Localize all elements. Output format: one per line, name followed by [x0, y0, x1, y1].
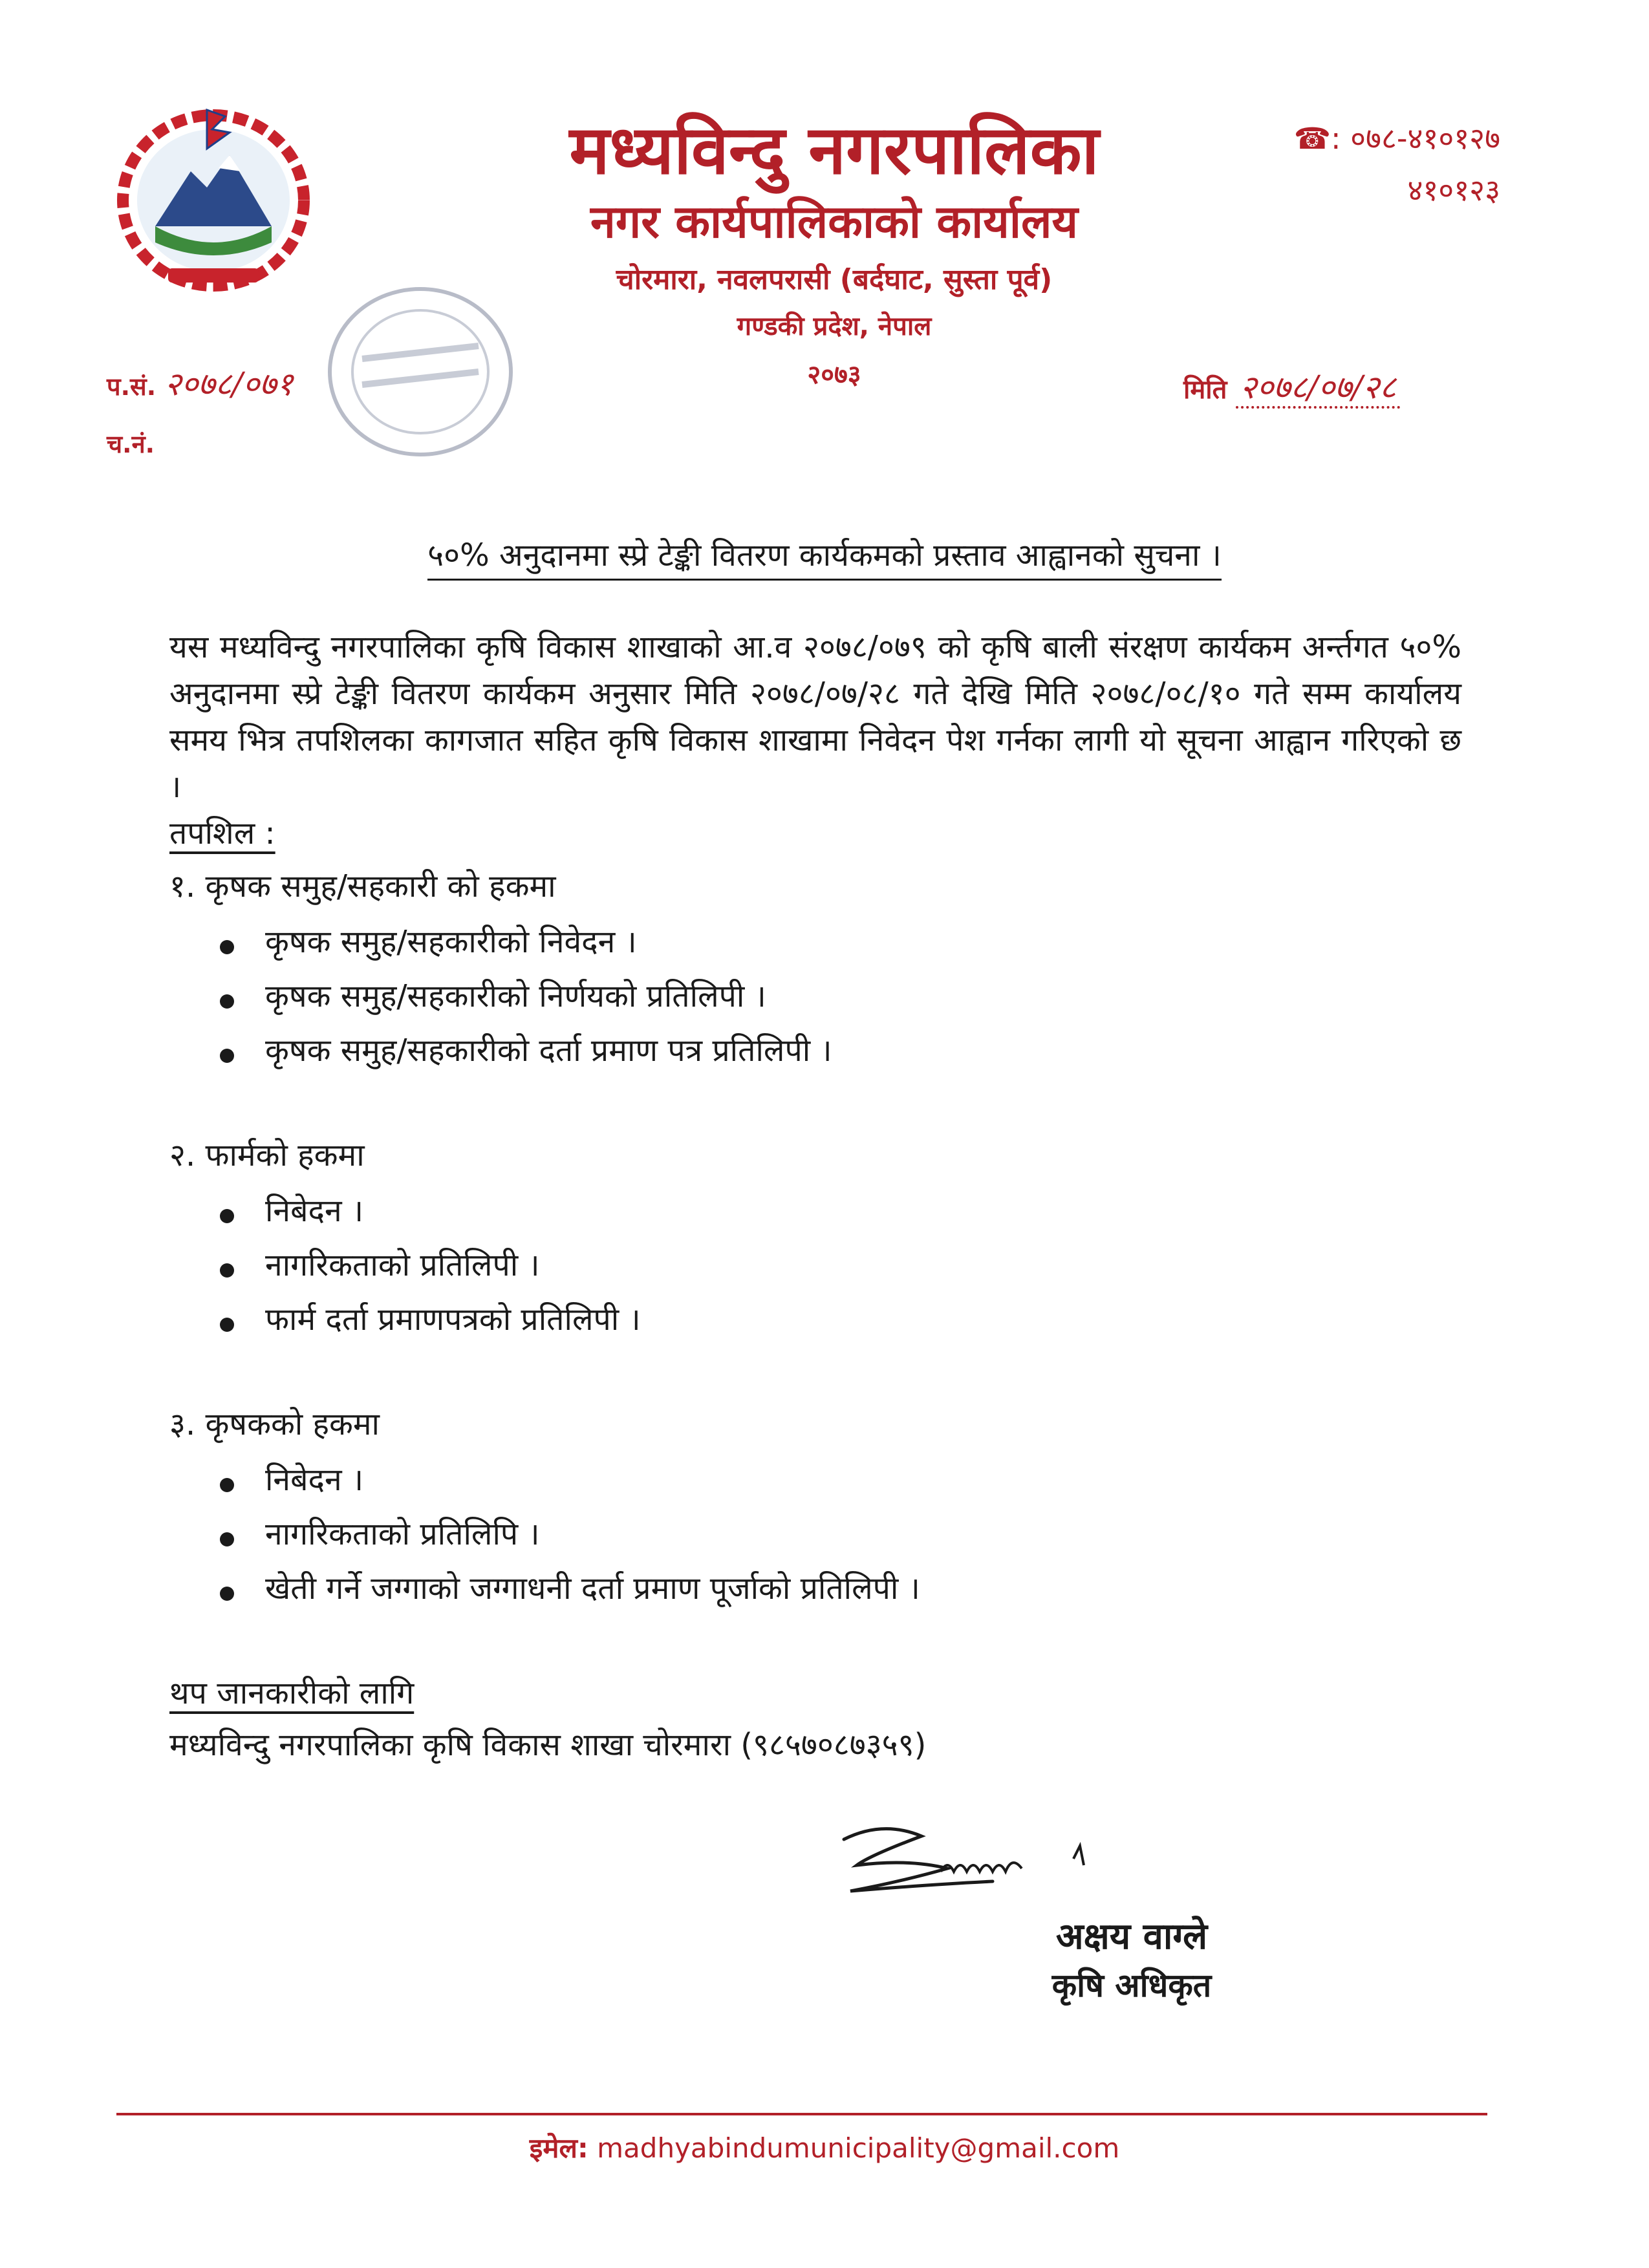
- bullet-icon: [220, 1532, 234, 1546]
- contact-heading: थप जानकारीको लागि: [169, 1675, 415, 1711]
- section-2-item-3: फार्म दर्ता प्रमाणपत्रको प्रतिलिपी ।: [265, 1301, 641, 1338]
- bullet-icon: [220, 1587, 234, 1601]
- phone-secondary: ४१०१२३: [1407, 173, 1500, 208]
- section-2-heading: २. फार्मको हकमा: [169, 1137, 365, 1173]
- footer-email: [0, 2129, 1649, 2166]
- section-1-item-2: कृषक समुह/सहकारीको निर्णयको प्रतिलिपी ।: [265, 978, 766, 1014]
- notice-body: यस मध्यविन्दु नगरपालिका कृषि विकास शाखाको आ.व २०७८/०७९ को कृषि बाली संरक्षण कार्यकम अर्न्तगत ५०% अनुदानमा स्प्रे टेङ्की वितरण कार्यकम अनुसार मिति २०७८/०७/२८ गते देखि मिति २०७८/०८/१० गते सम्म कार्यालय समय भित्र तपशिलका कागजात सहित कृषि विकास शाखामा निवेदन पेश गर्नका लागी यो सूचना आह्वान गरिएको छ ।: [169, 629, 1461, 805]
- section-3-item-1: निबेदन ।: [265, 1462, 364, 1498]
- signatory-title: कृषि अधिकृत: [1051, 1967, 1212, 2004]
- section-1-item-3: कृषक समुह/सहकारीको दर्ता प्रमाण पत्र प्रतिलिपी ।: [265, 1032, 832, 1069]
- bullet-icon: [220, 1049, 234, 1063]
- section-1-heading: १. कृषक समुह/सहकारी को हकमा: [169, 868, 556, 904]
- section-2-item-2: नागरिकताको प्रतिलिपी ।: [265, 1247, 540, 1283]
- bullet-icon: [220, 1478, 234, 1492]
- phone-primary: ☎: ०७८-४१०१२७: [1293, 121, 1500, 156]
- bullet-icon: [220, 1318, 234, 1332]
- office-name: नगर कार्यपालिकाको कार्यालय: [590, 195, 1079, 248]
- chalan-number-label: च.नं.: [107, 430, 155, 458]
- established-year: २०७३: [807, 360, 861, 390]
- office-address: चोरमारा, नवलपरासी (बर्दघाट, सुस्ता पूर्व): [616, 263, 1053, 296]
- nepal-emblem-logo: [110, 103, 317, 297]
- signatory-name: अक्षय वाग्ले: [1055, 1916, 1208, 1958]
- municipality-name: मध्यविन्दु नगरपालिका: [569, 111, 1099, 189]
- bullet-icon: [220, 940, 234, 954]
- section-3-item-2: नागरिकताको प्रतिलिपि ।: [265, 1516, 540, 1552]
- signature: [831, 1820, 1109, 1907]
- contact-text: मध्यविन्दु नगरपालिका कृषि विकास शाखा चोरमारा (९८५७०८७३५९): [169, 1727, 927, 1763]
- section-3-heading: ३. कृषकको हकमा: [169, 1406, 380, 1442]
- tapashil-heading: तपशिल :: [169, 815, 275, 851]
- section-1-item-1: कृषक समुह/सहकारीको निवेदन ।: [265, 924, 637, 960]
- notice-subject: ५०% अनुदानमा स्प्रे टेङ्की वितरण कार्यकमको प्रस्ताव आह्वानको सुचना ।: [0, 533, 1649, 575]
- bullet-icon: [220, 994, 234, 1009]
- bullet-icon: [220, 1263, 234, 1278]
- reference-number-value: २०७८/०७१: [164, 365, 294, 403]
- email-label: इमेल:: [529, 2132, 588, 2164]
- email-address[interactable]: madhyabindumunicipality@gmail.com: [597, 2132, 1120, 2164]
- reference-number: प.सं. २०७८/०७१: [107, 365, 294, 403]
- telephone-icon: ☎: [1293, 121, 1331, 156]
- letter-date: मिति २०७८/०७/२८: [1183, 364, 1400, 408]
- bullet-icon: [220, 1209, 234, 1223]
- section-3-item-3: खेती गर्ने जग्गाको जग्गाधनी दर्ता प्रमाण पूर्जाको प्रतिलिपी ।: [265, 1570, 920, 1607]
- footer-divider: [116, 2113, 1487, 2115]
- section-2-item-1: निबेदन ।: [265, 1193, 364, 1229]
- letter-date-value: २०७८/०७/२८: [1236, 369, 1400, 409]
- province-line: गण्डकी प्रदेश, नेपाल: [737, 312, 932, 341]
